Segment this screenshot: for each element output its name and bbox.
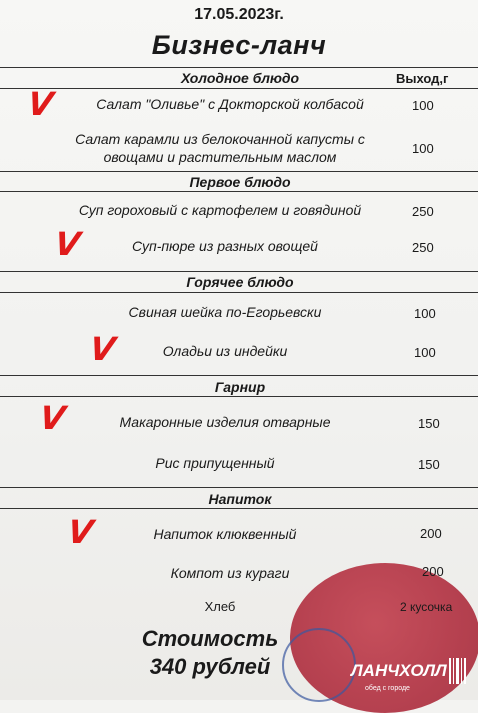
menu-item-yield: 200 (420, 526, 442, 541)
menu-item: Суп гороховый с картофелем и говядиной (78, 202, 362, 218)
menu-item-yield: 100 (412, 141, 434, 156)
svg-text:обед с городе: обед с городе (365, 685, 410, 692)
divider (0, 487, 478, 488)
divider (0, 191, 478, 192)
divider (0, 171, 478, 172)
divider (0, 375, 478, 376)
menu-date: 17.05.2023г. (194, 6, 284, 23)
menu-item: Напиток клюквенный (153, 526, 297, 542)
yield-column-header: Выход,г (396, 71, 449, 86)
check-mark: V (52, 225, 83, 263)
menu-item: Оладьи из индейки (162, 343, 288, 359)
divider (0, 292, 478, 293)
divider (0, 271, 478, 272)
menu-item: Рис припущенный (155, 455, 275, 471)
check-mark: V (65, 513, 96, 551)
section-title-first: Первое блюдо (189, 174, 291, 190)
check-mark: V (87, 330, 118, 368)
menu-item: Компот из кураги (170, 565, 290, 581)
menu-title: Бизнес-ланч (151, 30, 327, 60)
check-mark: V (25, 85, 56, 123)
divider (0, 67, 478, 68)
lunchhall-logo (347, 650, 475, 694)
menu-item-yield: 250 (412, 240, 434, 255)
menu-item-yield: 100 (414, 345, 436, 360)
price-value: 340 рублей (149, 654, 271, 679)
svg-text:ЛАНЧХОЛЛ: ЛАНЧХОЛЛ (351, 661, 447, 680)
bread-amount: 2 кусочка (400, 600, 453, 614)
price-block (120, 625, 300, 681)
menu-item-yield: 150 (418, 457, 440, 472)
menu-item-yield: 100 (414, 306, 436, 321)
section-title-hot: Горячее блюдо (186, 274, 294, 290)
menu-item: Суп-пюре из разных овощей (132, 238, 318, 254)
section-title-cold: Холодное блюдо (180, 70, 300, 86)
divider (0, 88, 478, 89)
menu-item-yield: 200 (422, 564, 444, 579)
price-label: Стоимость (141, 626, 279, 651)
menu-item: Макаронные изделия отварные (119, 414, 331, 430)
divider (0, 396, 478, 397)
menu-item-line2: овощами и растительным маслом (103, 149, 337, 165)
menu-item: Салат "Оливье" с Докторской колбасой (96, 96, 364, 112)
section-title-drink: Напиток (208, 491, 272, 507)
divider (0, 508, 478, 509)
section-title-garnish: Гарнир (214, 379, 266, 395)
menu-item: Салат карамли из белокочанной капусты с (75, 131, 365, 147)
menu-item-yield: 100 (412, 98, 434, 113)
menu-item-yield: 250 (412, 204, 434, 219)
check-mark: V (37, 399, 68, 437)
menu-item: Свиная шейка по-Егорьевски (128, 304, 322, 320)
bread-item: Хлеб (204, 599, 236, 614)
menu-item-yield: 150 (418, 416, 440, 431)
